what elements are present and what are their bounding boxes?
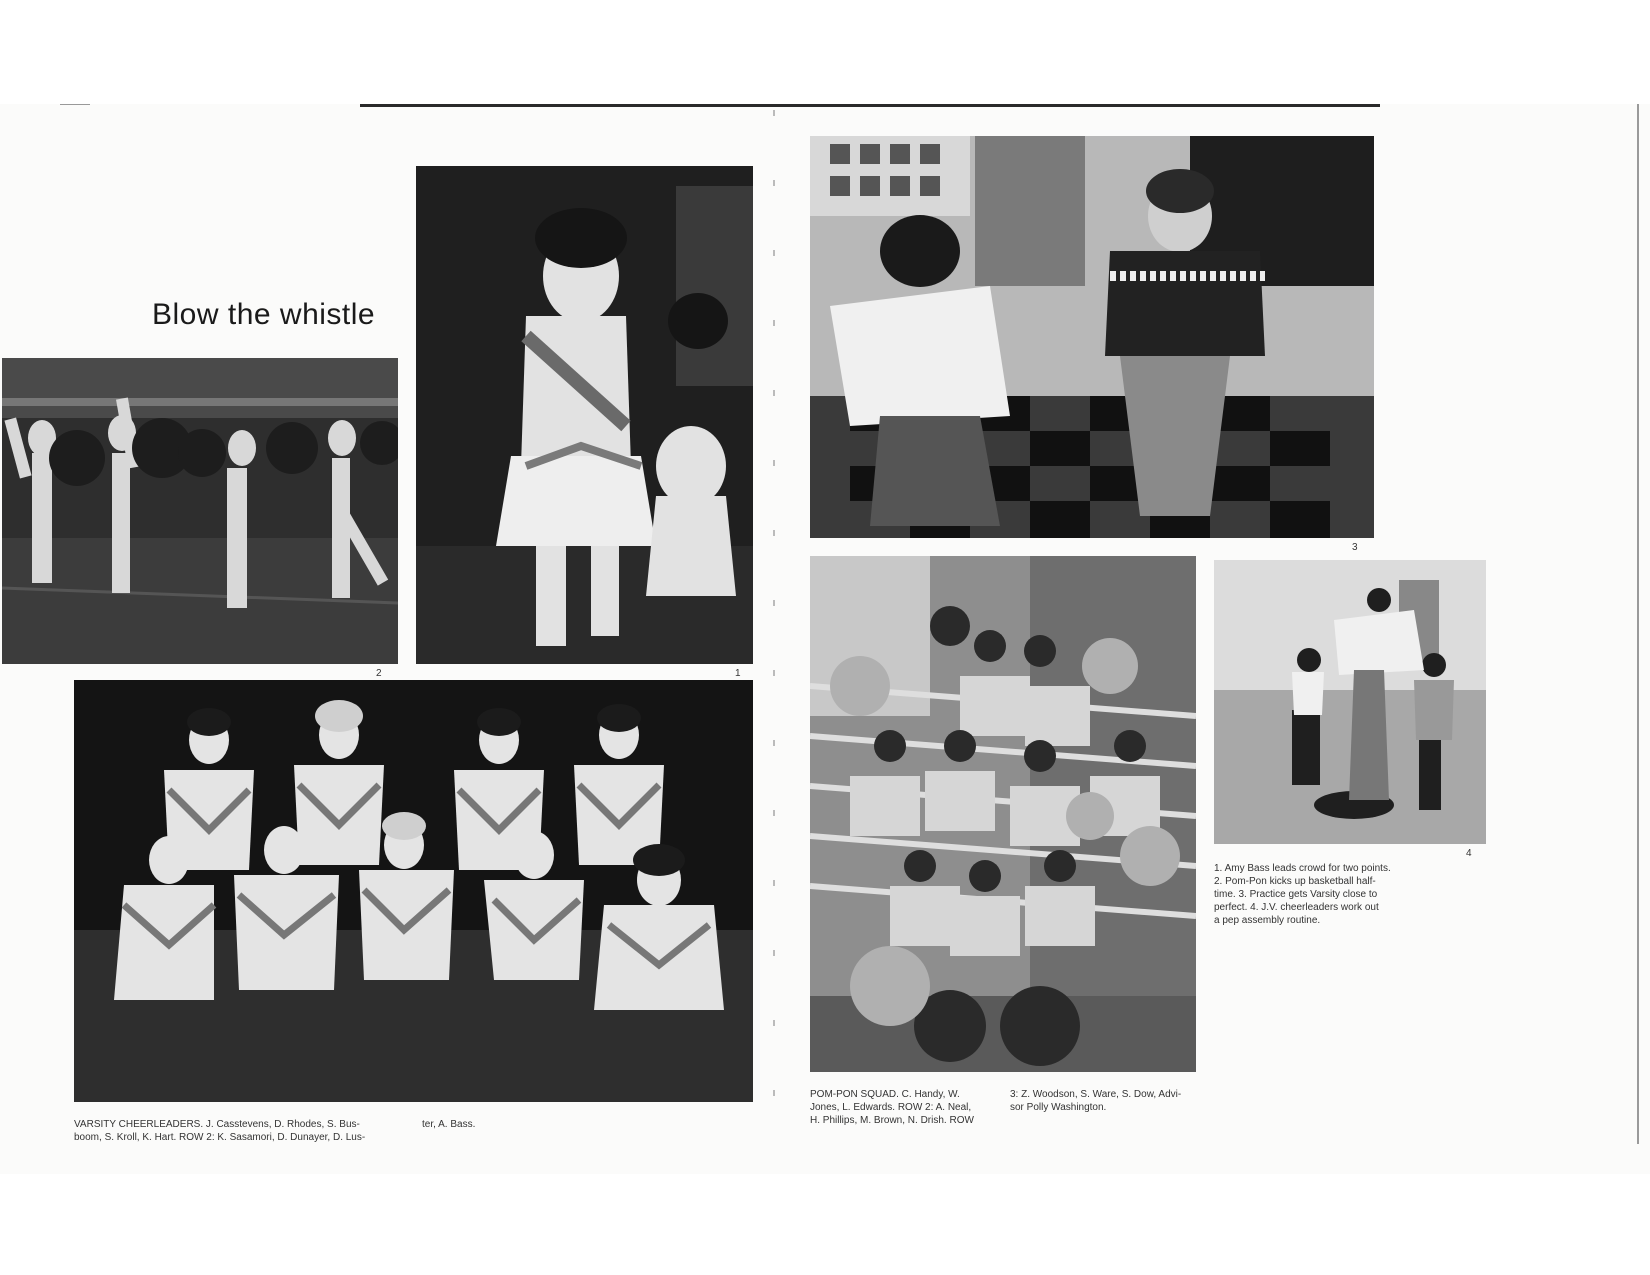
pompon-caption-line: POM-PON SQUAD. C. Handy, W. xyxy=(810,1089,960,1100)
varsity-caption-line: ter, A. Bass. xyxy=(422,1119,476,1130)
varsity-caption-cont xyxy=(422,1118,542,1131)
photo-jv-routine xyxy=(1214,560,1486,844)
varsity-caption xyxy=(74,1118,414,1144)
photo-number-3: 3 xyxy=(1352,542,1358,553)
photo-caption-line: 1. Amy Bass leads crowd for two points. xyxy=(1214,863,1391,874)
varsity-caption-line: VARSITY CHEERLEADERS. J. Casstevens, D. Rhodes, S. Bus- xyxy=(74,1119,360,1130)
photo-varsity-cheerleaders xyxy=(74,680,753,1102)
spread-title: Blow the whistle xyxy=(152,298,376,331)
photo-caption-line: a pep assembly routine. xyxy=(1214,915,1321,926)
photo-caption-line: perfect. 4. J.V. cheerleaders work out xyxy=(1214,902,1379,913)
photo-caption-line: 2. Pom-Pon kicks up basketball half- xyxy=(1214,876,1376,887)
pompon-caption-cont xyxy=(1010,1088,1210,1114)
photo-varsity-practice xyxy=(810,136,1374,538)
pompon-caption-line: sor Polly Washington. xyxy=(1010,1102,1107,1113)
photo-caption-line: time. 3. Practice gets Varsity close to xyxy=(1214,889,1378,900)
page-top-edge-mark xyxy=(60,104,90,105)
binding-gutter xyxy=(773,110,775,1150)
photo-pompon-squad xyxy=(810,556,1196,1072)
varsity-caption-line: boom, S. Kroll, K. Hart. ROW 2: K. Sasamori, D. Dunayer, D. Lus- xyxy=(74,1132,366,1143)
photo-number-2: 2 xyxy=(376,668,382,679)
page-top-edge xyxy=(360,104,1380,107)
photo-number-1: 1 xyxy=(735,668,741,679)
photo-captions xyxy=(1214,862,1414,927)
pompon-caption xyxy=(810,1088,1000,1127)
pompon-caption-line: Jones, L. Edwards. ROW 2: A. Neal, xyxy=(810,1102,972,1113)
pompon-caption-line: 3: Z. Woodson, S. Ware, S. Dow, Advi- xyxy=(1010,1089,1182,1100)
page-right-edge xyxy=(1637,104,1639,1144)
photo-cheerleader-clap xyxy=(416,166,753,664)
photo-number-4: 4 xyxy=(1466,848,1472,859)
pompon-caption-line: H. Phillips, M. Brown, N. Drish. ROW xyxy=(810,1115,974,1126)
photo-pompon-kick xyxy=(2,358,398,664)
